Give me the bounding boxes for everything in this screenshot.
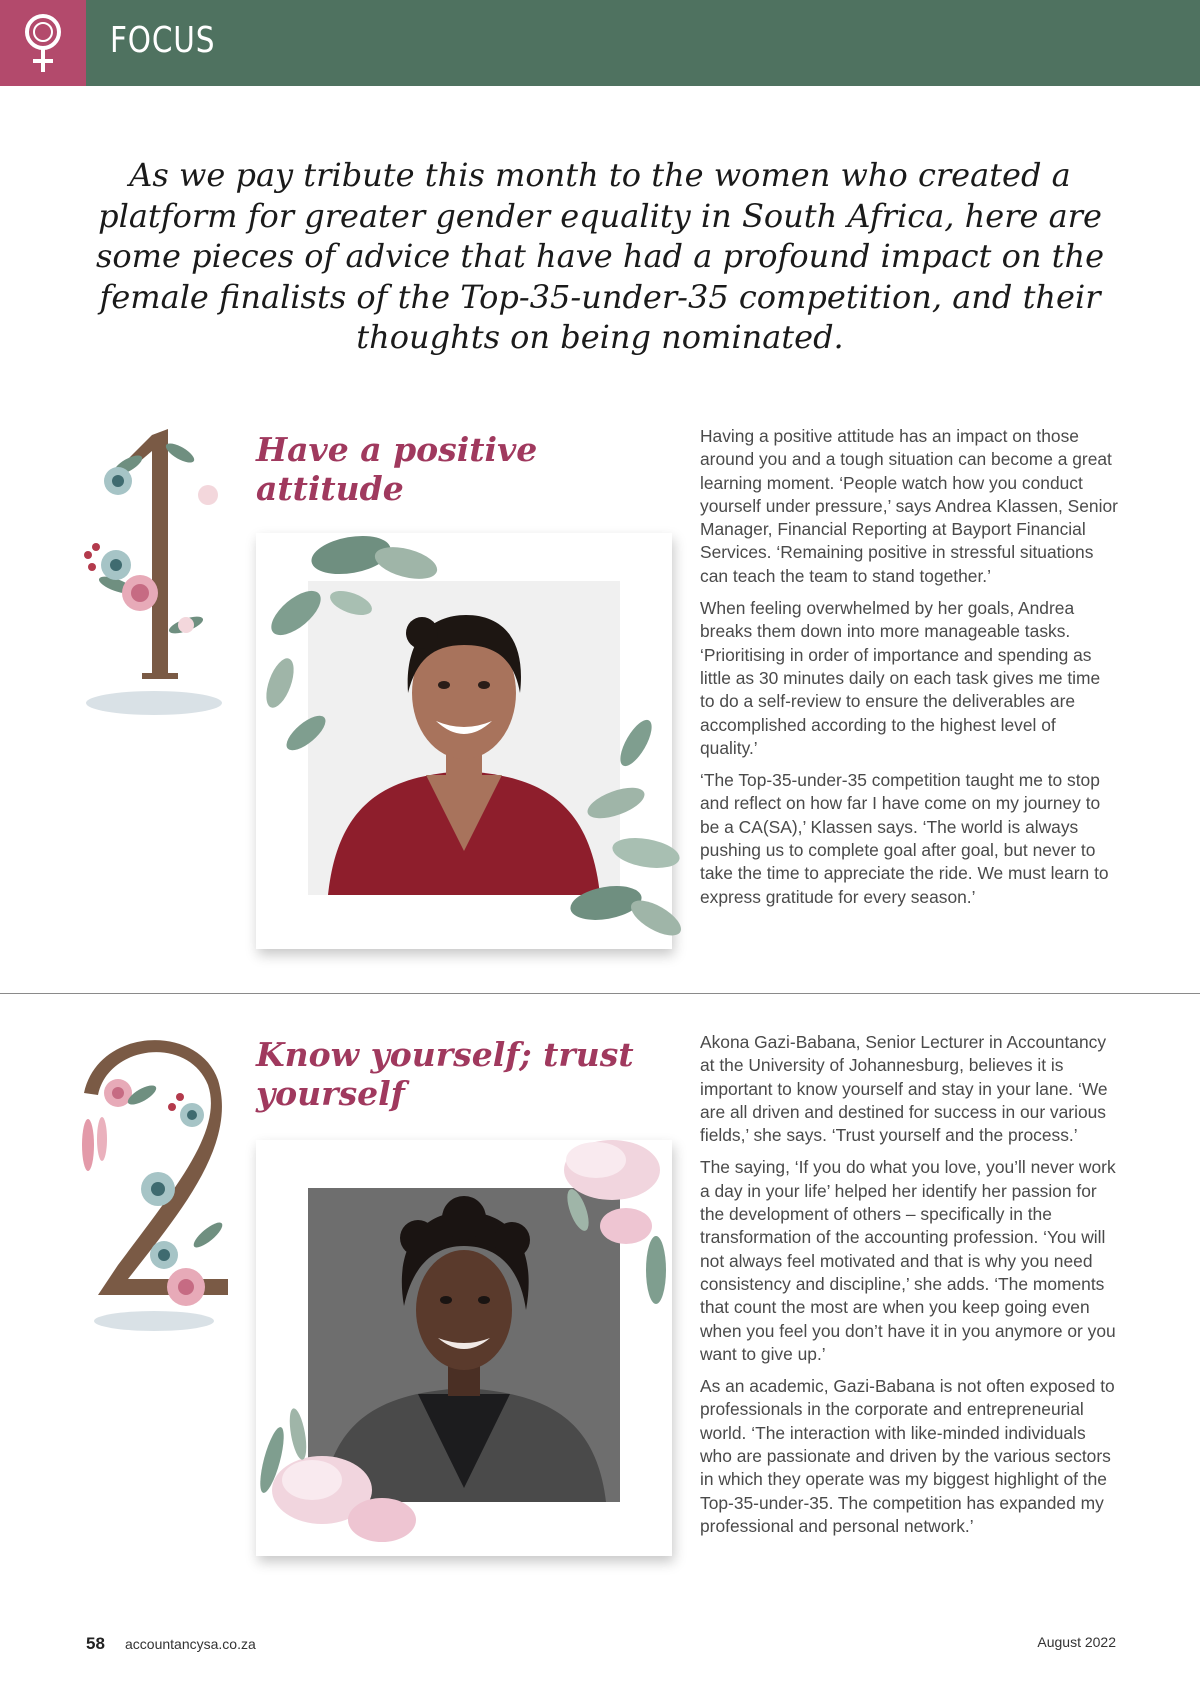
paragraph: Akona Gazi-Babana, Senior Lecturer in Accountancy at the University of Johannesburg, believes it is important to know yourself and stay in your lane. ‘We are all driven and destined for success in our various fields,’ she says. ‘Trust yourself and the process.’ [700,1032,1108,1146]
article-column-2 [700,1031,1118,1547]
header-icon-box [0,0,86,86]
female-symbol-icon [17,10,69,74]
flower-decoration-bottom [252,1400,422,1560]
intro-text: As we pay tribute this month to the women who created a platform for greater gender equality in South Africa, here are some pieces of advice that have had a profound impact on the female finalists of the Top-35-under-35 competition, and their thoughts on being nominated. [95,156,1105,356]
floral-number-2 [58,1035,238,1335]
leaf-decoration-top [256,533,456,763]
article-column-1 [700,425,1118,918]
leaf-decoration-bottom [556,713,696,953]
paragraph: When feeling overwhelmed by her goals, Andrea breaks them down into more manageable tasks. ‘Prioritising in order of importance and spending as little as 30 minutes daily on each task gives me time to do a self-review to ensure the deliverables are accomplished according to the highest level of quality.’ [700,598,1101,758]
section-title: Have a positive attitude [256,430,538,508]
paragraph: ‘The Top-35-under-35 competition taught me to stop and reflect on how far I have come on my journey to be a CA(SA),’ Klassen says. ‘The world is always pushing us to complete goal after goal, but never to take the time to appreciate the ride. We must learn to express gratitude for every season.’ [700,770,1109,907]
page-number: 58 [86,1634,105,1653]
photo-frame [256,1140,672,1556]
section-header-bar [0,0,1200,86]
floral-number-1 [68,425,243,725]
photo-frame [256,533,672,949]
section-divider [0,993,1200,994]
issue-date: August 2022 [1037,1634,1116,1650]
section-label: FOCUS [110,20,216,61]
paragraph: As an academic, Gazi-Babana is not often exposed to professionals in the corporate and entrepreneurial world. ‘The interaction with like-minded individuals who are passionate and driven by the various sectors in which they operate was my biggest highlight of the Top-35-under-35. The competition has expanded my professional and personal network.’ [700,1376,1115,1536]
website-link[interactable]: accountancysa.co.za [125,1636,256,1652]
flower-decoration-top [526,1130,676,1320]
paragraph: The saying, ‘If you do what you love, you’ll never work a day in your life’ helped her identify her passion for the development of others – specifically in the transformation of the accounting profession. ‘You will not always feel motivated and that is why you need consistency and discipline,’ she adds. ‘The moments that count the most are when you keep going even when you feel you don’t have it in you anymore or you want to give up.’ [700,1157,1116,1364]
section-title: Know yourself; trust yourself [256,1035,634,1113]
paragraph: Having a positive attitude has an impact on those around you and a tough situation can become a great learning moment. ‘People watch how you conduct yourself under pressure,’ says Andrea Klassen, Senior Manager, Financial Reporting at Bayport Financial Services. ‘Remaining positive in stressful situations can teach the team to stand together.’ [700,426,1118,586]
